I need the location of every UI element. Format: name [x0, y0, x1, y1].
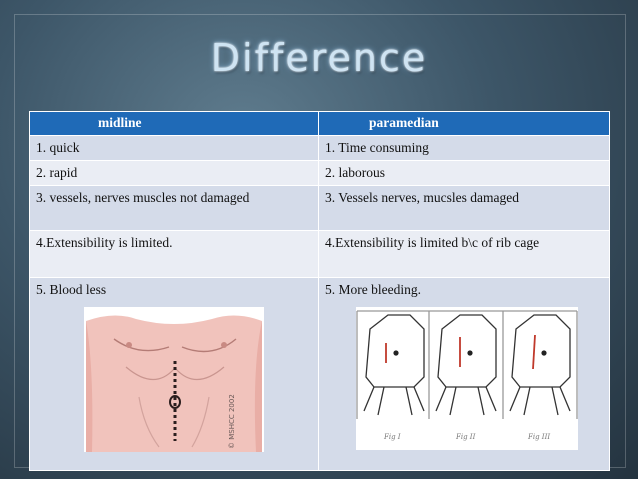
table-header-row [30, 112, 610, 136]
fig-caption-3: Fig III [528, 433, 551, 441]
comparison-table [29, 111, 610, 471]
midline-cell: 3. vessels, nerves muscles not damaged [30, 186, 319, 231]
header-paramedian: paramedian [319, 112, 610, 136]
header-midline: midline [30, 112, 319, 136]
slide-title: Difference [210, 36, 428, 80]
table-row [30, 161, 610, 186]
fig-caption-2: Fig II [456, 433, 476, 441]
paramedian-incision-image [356, 307, 578, 450]
paramedian-cell: 1. Time consuming [319, 136, 610, 161]
paramedian-cell-text: 5. More bleeding. [325, 282, 421, 297]
midline-cell: 2. rapid [30, 161, 319, 186]
midline-cell: 4.Extensibility is limited. [30, 231, 319, 278]
table-row [30, 186, 610, 231]
fig-caption-1: Fig I [384, 433, 401, 441]
paramedian-cell [319, 278, 610, 471]
watermark-text: © MSHCC 2002 [228, 394, 236, 449]
paramedian-cell: 2. laborous [319, 161, 610, 186]
paramedian-cell: 4.Extensibility is limited b\c of rib cage [319, 231, 610, 278]
midline-cell: 1. quick [30, 136, 319, 161]
table-row [30, 231, 610, 278]
paramedian-cell: 3. Vessels nerves, mucsles damaged [319, 186, 610, 231]
table-row [30, 278, 610, 471]
table-row [30, 136, 610, 161]
midline-cell [30, 278, 319, 471]
midline-incision-image [84, 307, 264, 452]
midline-cell-text: 5. Blood less [36, 282, 107, 297]
